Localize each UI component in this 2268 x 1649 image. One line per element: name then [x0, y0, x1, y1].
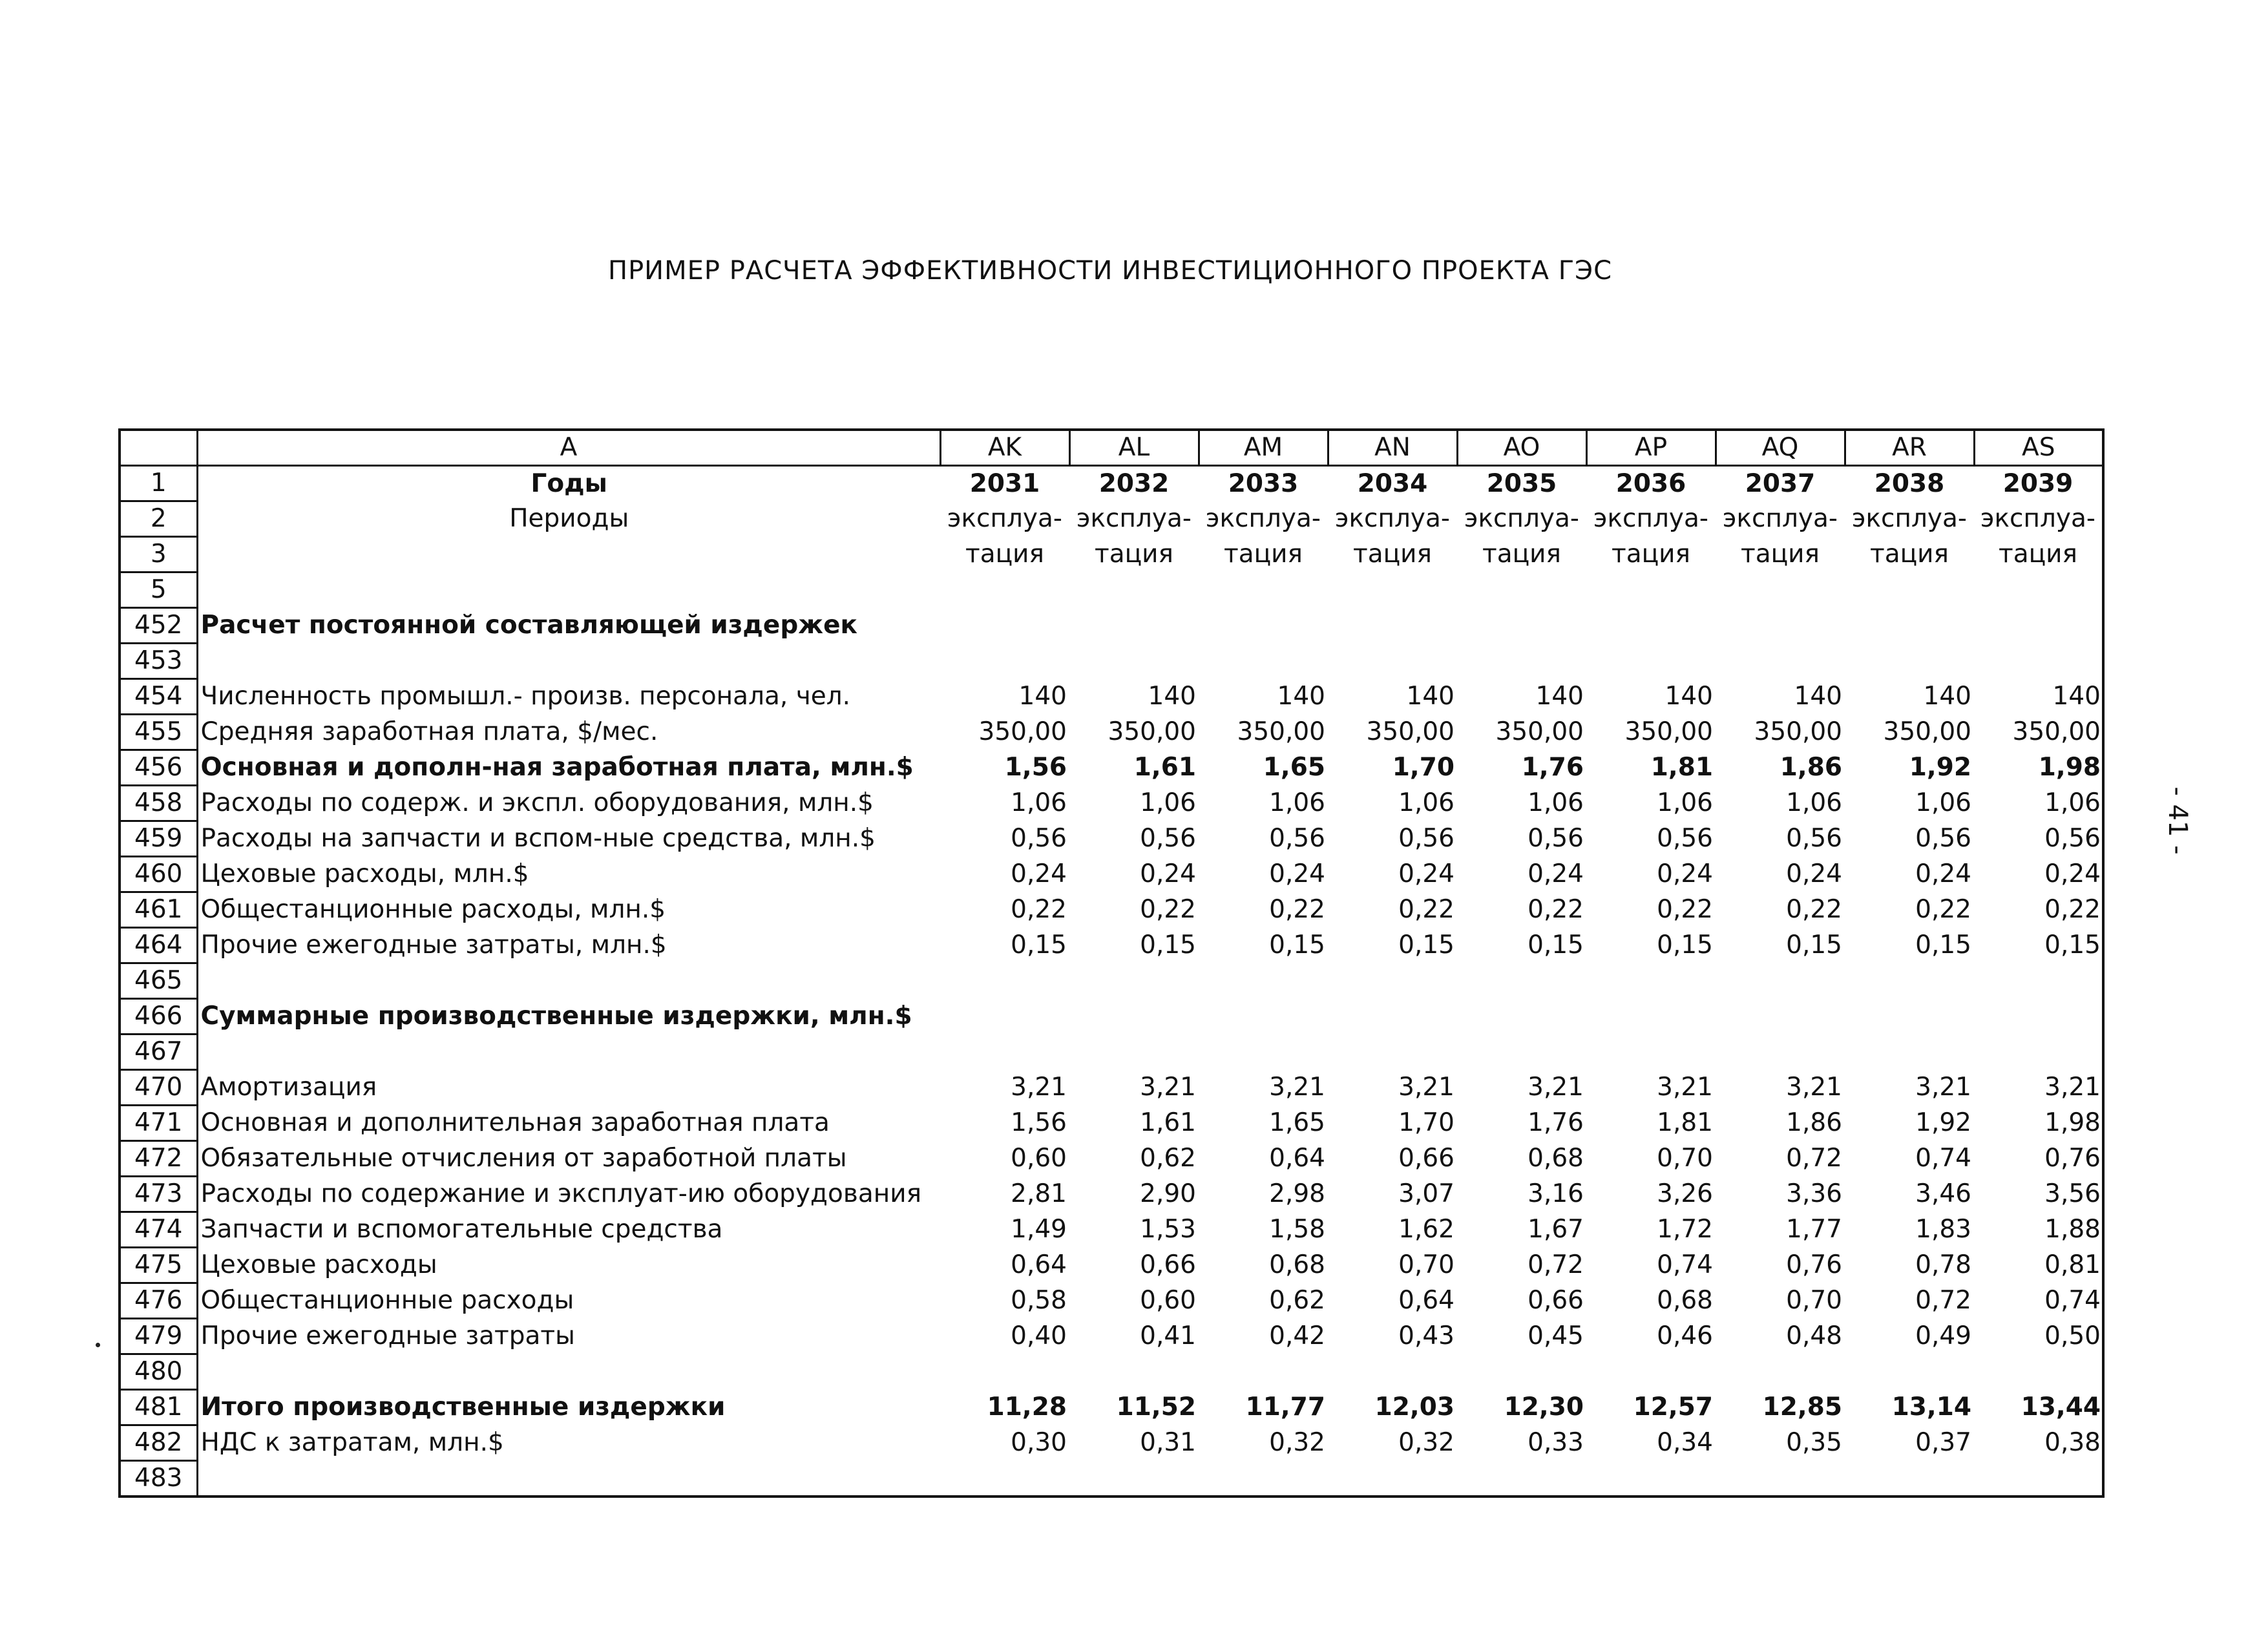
empty-cells — [940, 963, 2103, 999]
row-label: Расчет постоянной составляющей издержек — [197, 608, 2103, 644]
value-cell: 1,72 — [1657, 1215, 1713, 1244]
value-cell: 140 — [1923, 682, 1971, 711]
value-cell: 0,68 — [1269, 1250, 1325, 1279]
column-header: AS — [1974, 430, 2103, 466]
page-number: - 41 - — [2163, 786, 2192, 855]
value-cell: 350,00 — [978, 717, 1067, 746]
corner-cell — [120, 430, 197, 466]
row-number: 458 — [120, 786, 197, 821]
empty-cells — [940, 1461, 2103, 1497]
value-cell: 0,60 — [1140, 1286, 1196, 1315]
row-number: 461 — [120, 892, 197, 928]
value-cell: 0,32 — [1398, 1428, 1454, 1457]
row-number: 472 — [120, 1141, 197, 1177]
year-cell: 2032 — [1098, 468, 1170, 498]
table-row — [120, 1212, 2103, 1248]
period-cell: тация — [1353, 540, 1432, 569]
value-cell: 2,98 — [1269, 1179, 1325, 1208]
row-label: Расходы по содержание и эксплуат-ию оборудования — [197, 1177, 940, 1212]
value-cell: 0,24 — [1398, 859, 1454, 888]
column-header-row — [120, 430, 2103, 466]
period-cell: эксплуа- — [947, 504, 1062, 533]
table-row — [120, 928, 2103, 963]
row-label: НДС к затратам, млн.$ — [197, 1425, 940, 1461]
period-cell: эксплуа- — [1076, 504, 1192, 533]
value-cell: 3,21 — [1657, 1073, 1713, 1102]
value-cell: 0,76 — [2044, 1144, 2101, 1173]
value-cell: 0,48 — [1786, 1321, 1842, 1350]
value-cell: 0,35 — [1786, 1428, 1842, 1457]
value-cell: 350,00 — [1237, 717, 1325, 746]
value-cell: 140 — [1018, 682, 1067, 711]
value-cell: 1,86 — [1786, 1108, 1842, 1137]
value-cell: 1,76 — [1528, 1108, 1584, 1137]
period-cell: эксплуа- — [1464, 504, 1579, 533]
value-cell: 0,68 — [1528, 1144, 1584, 1173]
empty-cells — [940, 572, 2103, 608]
value-cell: 0,70 — [1657, 1144, 1713, 1173]
value-cell: 0,56 — [1915, 824, 1971, 853]
column-header: A — [197, 430, 940, 466]
row-number: 455 — [120, 715, 197, 750]
value-cell: 0,31 — [1140, 1428, 1196, 1457]
value-cell: 3,56 — [2044, 1179, 2101, 1208]
row-label: Цеховые расходы — [197, 1248, 940, 1283]
column-header: AP — [1586, 430, 1716, 466]
column-header: AQ — [1716, 430, 1845, 466]
row-number: 480 — [120, 1354, 197, 1390]
row-label: Запчасти и вспомогательные средства — [197, 1212, 940, 1248]
periods-label: Периоды — [197, 501, 940, 537]
period-cell: тация — [1095, 540, 1173, 569]
year-cell: 2036 — [1615, 468, 1686, 498]
value-cell: 140 — [1535, 682, 1584, 711]
value-cell: 1,70 — [1392, 753, 1454, 782]
value-cell: 0,30 — [1011, 1428, 1067, 1457]
row-number: 475 — [120, 1248, 197, 1283]
value-cell: 0,46 — [1657, 1321, 1713, 1350]
column-header: AR — [1845, 430, 1974, 466]
value-cell: 0,72 — [1786, 1144, 1842, 1173]
value-cell: 0,81 — [2044, 1250, 2101, 1279]
value-cell: 0,22 — [1528, 895, 1584, 924]
value-cell: 0,38 — [2044, 1428, 2101, 1457]
table-row — [120, 1070, 2103, 1106]
table-row — [120, 1319, 2103, 1354]
value-cell: 3,21 — [2044, 1073, 2101, 1102]
value-cell: 0,56 — [1269, 824, 1325, 853]
value-cell: 0,56 — [1140, 824, 1196, 853]
value-cell: 0,33 — [1528, 1428, 1584, 1457]
value-cell: 0,15 — [1786, 930, 1842, 960]
value-cell: 0,49 — [1915, 1321, 1971, 1350]
value-cell: 1,98 — [2038, 753, 2101, 782]
table-row — [120, 963, 2103, 999]
value-cell: 1,56 — [1011, 1108, 1067, 1137]
value-cell: 0,56 — [1398, 824, 1454, 853]
value-cell: 3,21 — [1398, 1073, 1454, 1102]
value-cell: 12,03 — [1374, 1392, 1454, 1422]
row-label: Основная и дополнительная заработная плата — [197, 1106, 940, 1141]
value-cell: 0,15 — [1528, 930, 1584, 960]
row-number: 481 — [120, 1390, 197, 1425]
row-number: 473 — [120, 1177, 197, 1212]
row-label: Итого производственные издержки — [197, 1390, 940, 1425]
value-cell: 1,06 — [1528, 788, 1584, 817]
row-number: 2 — [120, 501, 197, 537]
row-label — [197, 644, 940, 679]
value-cell: 1,61 — [1140, 1108, 1196, 1137]
value-cell: 0,62 — [1269, 1286, 1325, 1315]
value-cell: 0,76 — [1786, 1250, 1842, 1279]
year-cell: 2039 — [2002, 468, 2074, 498]
row-number: 479 — [120, 1319, 197, 1354]
year-cell: 2035 — [1486, 468, 1557, 498]
value-cell: 11,52 — [1116, 1392, 1196, 1422]
value-cell: 1,92 — [1915, 1108, 1971, 1137]
value-cell: 140 — [1664, 682, 1713, 711]
value-cell: 3,21 — [1528, 1073, 1584, 1102]
value-cell: 1,06 — [1011, 788, 1067, 817]
value-cell: 350,00 — [1754, 717, 1842, 746]
period-cell: тация — [1482, 540, 1561, 569]
table-row — [120, 1141, 2103, 1177]
table-row — [120, 715, 2103, 750]
value-cell: 0,62 — [1140, 1144, 1196, 1173]
empty-label — [197, 537, 940, 572]
row-label: Расходы по содерж. и экспл. оборудования, млн.$ — [197, 786, 940, 821]
row-number: 453 — [120, 644, 197, 679]
row-number: 452 — [120, 608, 197, 644]
value-cell: 350,00 — [1883, 717, 1971, 746]
value-cell: 1,61 — [1133, 753, 1196, 782]
value-cell: 1,49 — [1011, 1215, 1067, 1244]
value-cell: 1,06 — [1140, 788, 1196, 817]
value-cell: 2,81 — [1011, 1179, 1067, 1208]
value-cell: 0,56 — [1786, 824, 1842, 853]
value-cell: 0,72 — [1528, 1250, 1584, 1279]
value-cell: 1,53 — [1140, 1215, 1196, 1244]
row-label — [197, 1461, 940, 1497]
value-cell: 0,70 — [1398, 1250, 1454, 1279]
spreadsheet-body — [120, 430, 2103, 1497]
spreadsheet-table — [118, 428, 2105, 1498]
value-cell: 350,00 — [2012, 717, 2101, 746]
period-cell: тация — [1741, 540, 1820, 569]
row-number: 5 — [120, 572, 197, 608]
value-cell: 140 — [2052, 682, 2101, 711]
value-cell: 0,66 — [1140, 1250, 1196, 1279]
value-cell: 11,77 — [1245, 1392, 1325, 1422]
row-label: Обязательные отчисления от заработной платы — [197, 1141, 940, 1177]
value-cell: 0,74 — [2044, 1286, 2101, 1315]
table-row — [120, 644, 2103, 679]
value-cell: 12,57 — [1633, 1392, 1713, 1422]
value-cell: 1,58 — [1269, 1215, 1325, 1244]
value-cell: 13,44 — [2021, 1392, 2101, 1422]
row-number: 467 — [120, 1035, 197, 1070]
periods-row — [120, 501, 2103, 537]
year-cell: 2033 — [1228, 468, 1299, 498]
table-row — [120, 786, 2103, 821]
row-label: Прочие ежегодные затраты — [197, 1319, 940, 1354]
value-cell: 350,00 — [1624, 717, 1713, 746]
empty-cells — [940, 1035, 2103, 1070]
table-row — [120, 750, 2103, 786]
table-row — [120, 1425, 2103, 1461]
row-label: Суммарные производственные издержки, млн.$ — [197, 999, 2103, 1035]
value-cell: 0,56 — [2044, 824, 2101, 853]
value-cell: 12,85 — [1762, 1392, 1842, 1422]
table-row — [120, 679, 2103, 715]
value-cell: 0,50 — [2044, 1321, 2101, 1350]
page-title: ПРИМЕР РАСЧЕТА ЭФФЕКТИВНОСТИ ИНВЕСТИЦИОННОГО ПРОЕКТА ГЭС — [607, 256, 1612, 286]
value-cell: 0,24 — [1786, 859, 1842, 888]
table-row — [120, 857, 2103, 892]
period-cell: эксплуа- — [1593, 504, 1708, 533]
value-cell: 0,37 — [1915, 1428, 1971, 1457]
row-label: Цеховые расходы, млн.$ — [197, 857, 940, 892]
blank-row — [120, 572, 2103, 608]
value-cell: 0,22 — [1915, 895, 1971, 924]
row-number: 460 — [120, 857, 197, 892]
row-number: 464 — [120, 928, 197, 963]
value-cell: 1,06 — [1398, 788, 1454, 817]
value-cell: 0,74 — [1915, 1144, 1971, 1173]
value-cell: 140 — [1406, 682, 1454, 711]
value-cell: 0,56 — [1011, 824, 1067, 853]
period-cell: тация — [1999, 540, 2077, 569]
row-number: 471 — [120, 1106, 197, 1141]
period-cell: тация — [1224, 540, 1303, 569]
table-row — [120, 1177, 2103, 1212]
column-header: AN — [1328, 430, 1457, 466]
value-cell: 0,64 — [1398, 1286, 1454, 1315]
value-cell: 1,92 — [1909, 753, 1971, 782]
table-row — [120, 1035, 2103, 1070]
table-row — [120, 999, 2103, 1035]
value-cell: 1,76 — [1521, 753, 1584, 782]
years-label: Годы — [197, 466, 940, 501]
value-cell: 0,24 — [1269, 859, 1325, 888]
value-cell: 0,22 — [1140, 895, 1196, 924]
table-row — [120, 608, 2103, 644]
period-cell: эксплуа- — [1723, 504, 1838, 533]
value-cell: 0,74 — [1657, 1250, 1713, 1279]
row-number: 459 — [120, 821, 197, 857]
value-cell: 0,15 — [1398, 930, 1454, 960]
value-cell: 0,22 — [1786, 895, 1842, 924]
value-cell: 0,72 — [1915, 1286, 1971, 1315]
value-cell: 0,60 — [1011, 1144, 1067, 1173]
value-cell: 1,83 — [1915, 1215, 1971, 1244]
table-row — [120, 1248, 2103, 1283]
row-number: 483 — [120, 1461, 197, 1497]
row-label: Расходы на запчасти и вспом-ные средства, млн.$ — [197, 821, 940, 857]
period-cell: эксплуа- — [1335, 504, 1450, 533]
table-row — [120, 1106, 2103, 1141]
value-cell: 3,36 — [1786, 1179, 1842, 1208]
column-header: AM — [1199, 430, 1328, 466]
value-cell: 0,45 — [1528, 1321, 1584, 1350]
value-cell: 0,58 — [1011, 1286, 1067, 1315]
periods-row-2 — [120, 537, 2103, 572]
value-cell: 3,21 — [1140, 1073, 1196, 1102]
value-cell: 350,00 — [1366, 717, 1454, 746]
value-cell: 0,41 — [1140, 1321, 1196, 1350]
column-header: AO — [1457, 430, 1586, 466]
year-cell: 2031 — [969, 468, 1040, 498]
value-cell: 0,22 — [1269, 895, 1325, 924]
row-number: 466 — [120, 999, 197, 1035]
value-cell: 1,67 — [1528, 1215, 1584, 1244]
value-cell: 0,70 — [1786, 1286, 1842, 1315]
value-cell: 2,90 — [1140, 1179, 1196, 1208]
value-cell: 12,30 — [1504, 1392, 1584, 1422]
period-cell: эксплуа- — [1852, 504, 1967, 533]
column-header: AK — [940, 430, 1069, 466]
value-cell: 0,15 — [1657, 930, 1713, 960]
row-label: Общестанционные расходы, млн.$ — [197, 892, 940, 928]
value-cell: 1,81 — [1650, 753, 1713, 782]
value-cell: 0,15 — [1915, 930, 1971, 960]
period-cell: тация — [965, 540, 1044, 569]
value-cell: 0,64 — [1269, 1144, 1325, 1173]
table-row — [120, 1354, 2103, 1390]
value-cell: 3,46 — [1915, 1179, 1971, 1208]
year-cell: 2038 — [1874, 468, 1945, 498]
value-cell: 1,62 — [1398, 1215, 1454, 1244]
row-label — [197, 1354, 940, 1390]
row-number: 474 — [120, 1212, 197, 1248]
value-cell: 0,40 — [1011, 1321, 1067, 1350]
row-label — [197, 963, 940, 999]
value-cell: 3,07 — [1398, 1179, 1454, 1208]
empty-cells — [940, 644, 2103, 679]
value-cell: 0,32 — [1269, 1428, 1325, 1457]
row-number: 482 — [120, 1425, 197, 1461]
value-cell: 1,06 — [2044, 788, 2101, 817]
value-cell: 0,68 — [1657, 1286, 1713, 1315]
value-cell: 0,15 — [2044, 930, 2101, 960]
value-cell: 1,98 — [2044, 1108, 2101, 1137]
row-number: 456 — [120, 750, 197, 786]
empty-label — [197, 572, 940, 608]
row-label: Прочие ежегодные затраты, млн.$ — [197, 928, 940, 963]
row-number: 465 — [120, 963, 197, 999]
period-cell: эксплуа- — [1980, 504, 2095, 533]
value-cell: 0,34 — [1657, 1428, 1713, 1457]
value-cell: 0,15 — [1140, 930, 1196, 960]
period-cell: тация — [1612, 540, 1690, 569]
value-cell: 1,86 — [1780, 753, 1842, 782]
row-number: 470 — [120, 1070, 197, 1106]
value-cell: 0,78 — [1915, 1250, 1971, 1279]
value-cell: 1,70 — [1398, 1108, 1454, 1137]
value-cell: 1,06 — [1915, 788, 1971, 817]
row-label: Основная и дополн-ная заработная плата, млн.$ — [197, 750, 940, 786]
value-cell: 0,22 — [1657, 895, 1713, 924]
row-label: Численность промышл.- произв. персонала, чел. — [197, 679, 940, 715]
row-number: 454 — [120, 679, 197, 715]
value-cell: 1,65 — [1263, 753, 1325, 782]
value-cell: 0,15 — [1269, 930, 1325, 960]
value-cell: 3,21 — [1269, 1073, 1325, 1102]
value-cell: 0,24 — [1915, 859, 1971, 888]
year-cell: 2034 — [1357, 468, 1428, 498]
row-label: Общестанционные расходы — [197, 1283, 940, 1319]
value-cell: 0,56 — [1528, 824, 1584, 853]
row-number: 3 — [120, 537, 197, 572]
value-cell: 1,77 — [1786, 1215, 1842, 1244]
value-cell: 0,43 — [1398, 1321, 1454, 1350]
value-cell: 1,06 — [1269, 788, 1325, 817]
value-cell: 3,26 — [1657, 1179, 1713, 1208]
table-row — [120, 1283, 2103, 1319]
value-cell: 140 — [1277, 682, 1325, 711]
empty-cells — [940, 1354, 2103, 1390]
row-number: 1 — [120, 466, 197, 501]
value-cell: 11,28 — [987, 1392, 1067, 1422]
value-cell: 3,21 — [1786, 1073, 1842, 1102]
period-cell: эксплуа- — [1206, 504, 1321, 533]
value-cell: 0,24 — [1657, 859, 1713, 888]
value-cell: 1,06 — [1786, 788, 1842, 817]
value-cell: 1,88 — [2044, 1215, 2101, 1244]
value-cell: 1,81 — [1657, 1108, 1713, 1137]
value-cell: 0,42 — [1269, 1321, 1325, 1350]
value-cell: 140 — [1148, 682, 1196, 711]
value-cell: 1,06 — [1657, 788, 1713, 817]
value-cell: 0,66 — [1398, 1144, 1454, 1173]
value-cell: 0,15 — [1011, 930, 1067, 960]
row-label — [197, 1035, 940, 1070]
years-row — [120, 466, 2103, 501]
value-cell: 0,66 — [1528, 1286, 1584, 1315]
row-label: Средняя заработная плата, $/мес. — [197, 715, 940, 750]
value-cell: 0,22 — [2044, 895, 2101, 924]
value-cell: 0,64 — [1011, 1250, 1067, 1279]
value-cell: 0,24 — [1140, 859, 1196, 888]
column-header: AL — [1069, 430, 1199, 466]
table-row — [120, 892, 2103, 928]
value-cell: 0,22 — [1398, 895, 1454, 924]
table-row — [120, 1390, 2103, 1425]
value-cell: 0,24 — [1011, 859, 1067, 888]
value-cell: 3,21 — [1011, 1073, 1067, 1102]
value-cell: 0,24 — [1528, 859, 1584, 888]
period-cell: тация — [1870, 540, 1949, 569]
value-cell: 350,00 — [1108, 717, 1196, 746]
table-row — [120, 821, 2103, 857]
value-cell: 3,16 — [1528, 1179, 1584, 1208]
row-number: 476 — [120, 1283, 197, 1319]
value-cell: 0,56 — [1657, 824, 1713, 853]
value-cell: 140 — [1794, 682, 1842, 711]
year-cell: 2037 — [1745, 468, 1816, 498]
value-cell: 3,21 — [1915, 1073, 1971, 1102]
value-cell: 0,24 — [2044, 859, 2101, 888]
value-cell: 0,22 — [1011, 895, 1067, 924]
value-cell: 1,65 — [1269, 1108, 1325, 1137]
value-cell: 350,00 — [1495, 717, 1584, 746]
value-cell: 1,56 — [1004, 753, 1067, 782]
value-cell: 13,14 — [1891, 1392, 1971, 1422]
margin-dot — [96, 1343, 100, 1347]
table-row — [120, 1461, 2103, 1497]
row-label: Амортизация — [197, 1070, 940, 1106]
